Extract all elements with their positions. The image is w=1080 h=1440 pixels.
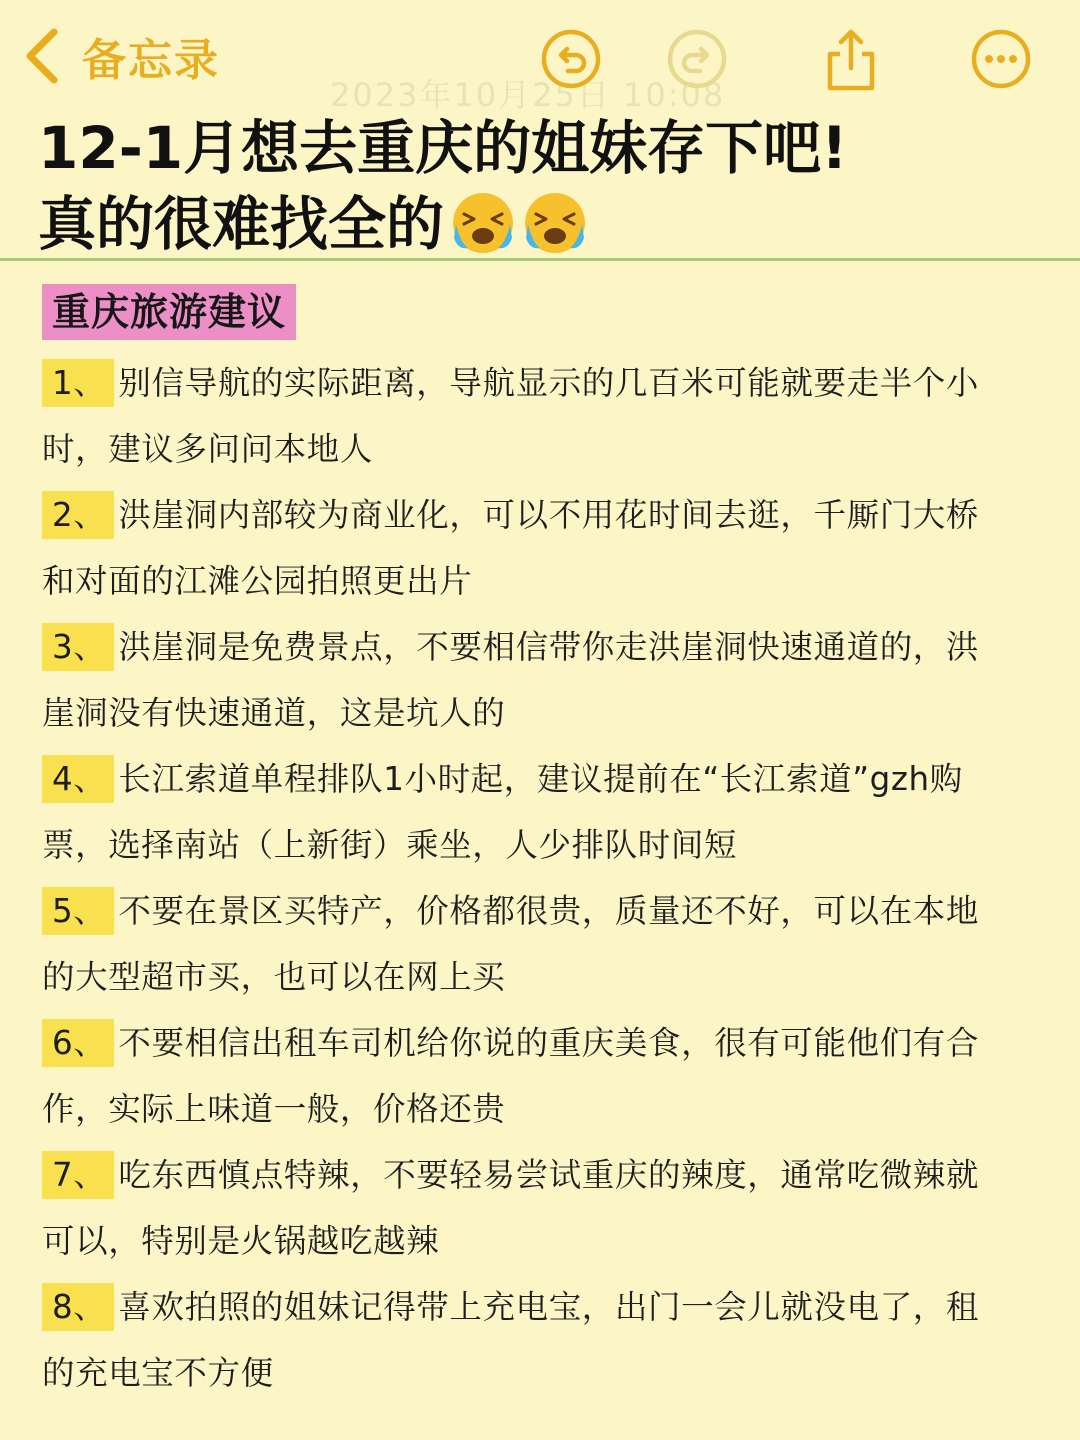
list-item	[42, 350, 1032, 482]
list-item	[42, 614, 1032, 746]
tip-text-line-2: 的大型超市买，也可以在网上买	[42, 958, 506, 996]
tips-list[interactable]	[42, 350, 1032, 1406]
tip-number: 8、	[42, 1283, 114, 1331]
chevron-left-icon	[22, 26, 62, 86]
redo-button[interactable]	[666, 28, 728, 90]
tip-number: 6、	[42, 1019, 114, 1067]
note-title[interactable]	[38, 110, 1048, 262]
tip-text-line-1: 洪崖洞是免费景点，不要相信带你走洪崖洞快速通道的，洪	[118, 628, 979, 666]
section-heading: 重庆旅游建议	[42, 284, 296, 340]
title-divider	[0, 258, 1080, 261]
note-date: 2023年10月25日 10:08	[330, 76, 726, 114]
tip-number: 7、	[42, 1151, 114, 1199]
tip-text-line-2: 票，选择南站（上新街）乘坐，人少排队时间短	[42, 826, 738, 864]
title-line-2-text: 真的很难找全的	[38, 190, 445, 258]
title-line-2	[38, 186, 1048, 262]
tip-text-line-2: 时，建议多问问本地人	[42, 430, 374, 468]
list-item	[42, 1274, 1032, 1406]
back-label: 备忘录	[82, 35, 220, 86]
tip-text-line-1: 不要在景区买特产，价格都很贵，质量还不好，可以在本地	[118, 892, 979, 930]
list-item	[42, 1010, 1032, 1142]
share-icon	[820, 28, 882, 94]
tip-number: 5、	[42, 887, 114, 935]
list-item	[42, 1142, 1032, 1274]
more-button[interactable]	[970, 28, 1032, 90]
redo-icon	[666, 28, 728, 90]
tip-text-line-2: 和对面的江滩公园拍照更出片	[42, 562, 473, 600]
list-item	[42, 746, 1032, 878]
back-button[interactable]	[22, 26, 220, 86]
tip-number: 4、	[42, 755, 114, 803]
tip-text-line-2: 的充电宝不方便	[42, 1354, 274, 1392]
tip-text-line-2: 可以，特别是火锅越吃越辣	[42, 1222, 440, 1260]
title-line-1: 12-1月想去重庆的姐妹存下吧!	[38, 114, 848, 182]
tip-text-line-1: 洪崖洞内部较为商业化，可以不用花时间去逛，千厮门大桥	[118, 496, 979, 534]
undo-button[interactable]	[540, 28, 602, 90]
tip-number: 1、	[42, 359, 114, 407]
tip-text-line-1: 别信导航的实际距离，导航显示的几百米可能就要走半个小	[118, 364, 979, 402]
loudly-crying-face-icon	[522, 190, 588, 256]
tip-text-line-1: 吃东西慎点特辣，不要轻易尝试重庆的辣度，通常吃微辣就	[118, 1156, 979, 1194]
tip-text-line-2: 作，实际上味道一般，价格还贵	[42, 1090, 506, 1128]
tip-text-line-1: 不要相信出租车司机给你说的重庆美食，很有可能他们有合	[118, 1024, 979, 1062]
loudly-crying-face-icon	[450, 190, 516, 256]
tip-text-line-1: 喜欢拍照的姐妹记得带上充电宝，出门一会儿就没电了，租	[118, 1288, 979, 1326]
more-icon	[970, 28, 1032, 90]
toolbar	[0, 0, 1080, 114]
undo-icon	[540, 28, 602, 90]
list-item	[42, 482, 1032, 614]
tip-text-line-2: 崖洞没有快速通道，这是坑人的	[42, 694, 506, 732]
tip-number: 3、	[42, 623, 114, 671]
share-button[interactable]	[820, 28, 882, 90]
list-item	[42, 878, 1032, 1010]
tip-number: 2、	[42, 491, 114, 539]
tip-text-line-1: 长江索道单程排队1小时起，建议提前在“长江索道”gzh购	[118, 760, 963, 798]
